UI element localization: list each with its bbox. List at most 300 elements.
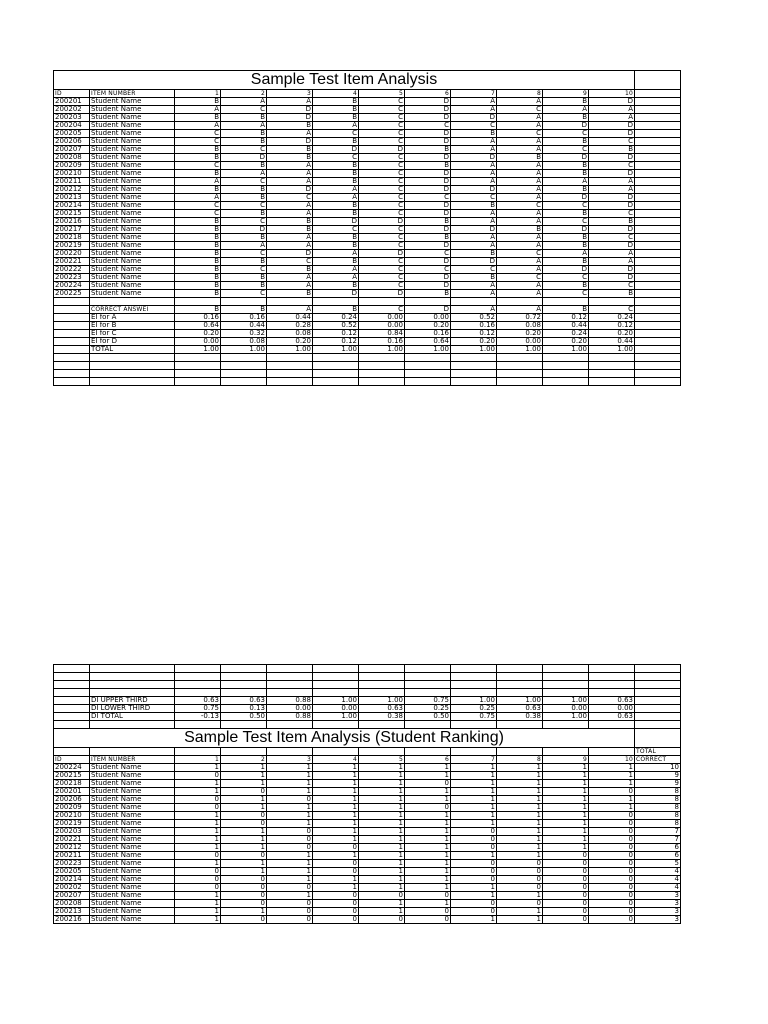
empty-cell <box>543 298 589 306</box>
empty-cell <box>497 665 543 673</box>
empty-cell <box>635 154 681 162</box>
score-cell: 1 <box>175 900 221 908</box>
empty-cell <box>405 673 451 681</box>
empty-cell <box>90 748 175 756</box>
empty-cell <box>497 298 543 306</box>
answer-cell: B <box>313 202 359 210</box>
student-id: 200221 <box>54 836 90 844</box>
answer-cell: B <box>405 218 451 226</box>
score-cell: 1 <box>589 780 635 788</box>
ei-value: 0.00 <box>359 314 405 322</box>
empty-cell <box>221 673 267 681</box>
answer-cell: C <box>359 210 405 218</box>
empty-cell <box>175 721 221 729</box>
empty-cell <box>221 370 267 378</box>
ei-value: 0.16 <box>405 330 451 338</box>
empty-cell <box>635 194 681 202</box>
ei-value: 1.00 <box>405 346 451 354</box>
answer-cell: B <box>313 138 359 146</box>
empty-cell <box>589 378 635 386</box>
score-cell: 1 <box>451 892 497 900</box>
item-header: 3 <box>267 756 313 764</box>
answer-cell: C <box>359 138 405 146</box>
score-cell: 1 <box>497 836 543 844</box>
empty-cell <box>451 378 497 386</box>
total-correct: 8 <box>635 804 681 812</box>
di-value: 1.00 <box>359 697 405 705</box>
student-id: 200205 <box>54 868 90 876</box>
di-label: DI LOWER THIRD <box>90 705 175 713</box>
section-title: Sample Test Item Analysis (Student Ranking) <box>54 729 635 748</box>
answer-cell: B <box>221 194 267 202</box>
answer-cell: D <box>359 146 405 154</box>
answer-cell: B <box>589 218 635 226</box>
score-cell: 1 <box>313 772 359 780</box>
answer-cell: B <box>267 154 313 162</box>
empty-cell <box>635 290 681 298</box>
empty-cell <box>54 322 90 330</box>
di-label: DI TOTAL <box>90 713 175 721</box>
score-cell: 0 <box>497 860 543 868</box>
ranking-row <box>54 876 681 884</box>
empty-cell <box>635 673 681 681</box>
answer-cell: C <box>543 274 589 282</box>
empty-cell <box>497 673 543 681</box>
answer-cell: D <box>359 250 405 258</box>
empty-cell <box>635 226 681 234</box>
answer-cell: B <box>313 106 359 114</box>
score-cell: 1 <box>267 820 313 828</box>
empty-cell <box>635 106 681 114</box>
answer-cell: B <box>451 202 497 210</box>
answer-cell: C <box>267 258 313 266</box>
empty-cell <box>635 178 681 186</box>
student-id: 200220 <box>54 250 90 258</box>
student-id: 200205 <box>54 130 90 138</box>
score-cell: 0 <box>359 916 405 924</box>
empty-cell <box>635 170 681 178</box>
empty-cell <box>635 138 681 146</box>
ei-value: 1.00 <box>175 346 221 354</box>
score-cell: 1 <box>589 764 635 772</box>
score-cell: 0 <box>543 884 589 892</box>
answer-cell: D <box>359 290 405 298</box>
ei-value: 0.00 <box>405 314 451 322</box>
score-cell: 1 <box>221 828 267 836</box>
answer-cell: A <box>175 178 221 186</box>
answer-cell: B <box>221 210 267 218</box>
student-name: Student Name <box>90 154 175 162</box>
correct-answer-cell: A <box>267 306 313 314</box>
answer-cell: C <box>359 194 405 202</box>
student-name: Student Name <box>90 114 175 122</box>
answer-cell: B <box>221 114 267 122</box>
student-id: 200211 <box>54 852 90 860</box>
ranking-row <box>54 900 681 908</box>
score-cell: 1 <box>313 884 359 892</box>
answer-cell: A <box>497 146 543 154</box>
answer-cell: A <box>497 258 543 266</box>
score-cell: 0 <box>451 876 497 884</box>
answer-cell: C <box>451 266 497 274</box>
score-cell: 0 <box>267 908 313 916</box>
answer-cell: A <box>543 178 589 186</box>
empty-cell <box>175 362 221 370</box>
empty-cell <box>359 665 405 673</box>
answer-cell: A <box>589 186 635 194</box>
student-id: 200216 <box>54 218 90 226</box>
di-value: 0.13 <box>221 705 267 713</box>
empty-cell <box>635 322 681 330</box>
score-cell: 1 <box>497 828 543 836</box>
student-id: 200211 <box>54 178 90 186</box>
score-cell: 1 <box>267 876 313 884</box>
answer-cell: A <box>497 282 543 290</box>
empty-cell <box>54 346 90 354</box>
total-header-row <box>54 748 681 756</box>
answer-cell: A <box>267 242 313 250</box>
answer-cell: C <box>221 106 267 114</box>
di-value: 0.88 <box>267 713 313 721</box>
student-row <box>54 170 681 178</box>
ei-value: 0.64 <box>405 338 451 346</box>
score-cell: 1 <box>221 844 267 852</box>
empty-cell <box>635 186 681 194</box>
empty-cell <box>267 354 313 362</box>
score-cell: 1 <box>313 812 359 820</box>
ei-label: TOTAL <box>90 346 175 354</box>
score-cell: 0 <box>589 812 635 820</box>
empty-cell <box>267 673 313 681</box>
answer-cell: B <box>313 170 359 178</box>
empty-cell <box>359 673 405 681</box>
answer-cell: C <box>175 130 221 138</box>
answer-cell: A <box>313 266 359 274</box>
empty-cell <box>54 748 90 756</box>
empty-cell <box>405 354 451 362</box>
score-cell: 1 <box>221 780 267 788</box>
student-row <box>54 130 681 138</box>
answer-cell: D <box>589 154 635 162</box>
answer-cell: A <box>451 138 497 146</box>
ei-value: 0.08 <box>497 322 543 330</box>
score-cell: 1 <box>221 796 267 804</box>
item-header: 10 <box>589 90 635 98</box>
di-value: 0.00 <box>589 705 635 713</box>
blank-row <box>54 370 681 378</box>
student-id: 200225 <box>54 290 90 298</box>
ei-value: 0.20 <box>589 330 635 338</box>
answer-cell: C <box>359 234 405 242</box>
student-name: Student Name <box>90 202 175 210</box>
student-id: 200223 <box>54 860 90 868</box>
score-cell: 1 <box>359 796 405 804</box>
di-value: 0.63 <box>359 705 405 713</box>
student-name: Student Name <box>90 138 175 146</box>
answer-cell: B <box>543 234 589 242</box>
score-cell: 0 <box>313 908 359 916</box>
student-name: Student Name <box>90 892 175 900</box>
score-cell: 1 <box>359 812 405 820</box>
score-cell: 0 <box>589 884 635 892</box>
answer-cell: D <box>405 258 451 266</box>
answer-cell: B <box>175 258 221 266</box>
student-id: 200216 <box>54 916 90 924</box>
answer-cell: A <box>497 218 543 226</box>
di-value: 0.00 <box>267 705 313 713</box>
empty-cell <box>313 362 359 370</box>
answer-cell: D <box>589 194 635 202</box>
answer-cell: C <box>497 130 543 138</box>
empty-cell <box>405 748 451 756</box>
answer-cell: B <box>175 282 221 290</box>
student-row <box>54 242 681 250</box>
ei-value: 0.32 <box>221 330 267 338</box>
answer-cell: C <box>359 258 405 266</box>
answer-cell: D <box>313 218 359 226</box>
answer-cell: D <box>589 122 635 130</box>
item-header: 7 <box>451 756 497 764</box>
empty-cell <box>313 721 359 729</box>
score-cell: 0 <box>589 788 635 796</box>
student-name: Student Name <box>90 852 175 860</box>
empty-cell <box>359 298 405 306</box>
score-cell: 0 <box>267 884 313 892</box>
student-name: Student Name <box>90 210 175 218</box>
answer-cell: B <box>313 258 359 266</box>
score-cell: 0 <box>451 844 497 852</box>
item-header: 2 <box>221 756 267 764</box>
score-cell: 0 <box>589 852 635 860</box>
student-name: Student Name <box>90 274 175 282</box>
empty-cell <box>313 298 359 306</box>
answer-cell: A <box>497 178 543 186</box>
blank-row <box>54 354 681 362</box>
empty-cell <box>497 689 543 697</box>
answer-cell: D <box>267 138 313 146</box>
score-cell: 1 <box>405 852 451 860</box>
student-id: 200221 <box>54 258 90 266</box>
answer-cell: B <box>543 138 589 146</box>
student-id: 200213 <box>54 908 90 916</box>
student-id: 200214 <box>54 202 90 210</box>
answer-cell: D <box>405 186 451 194</box>
empty-cell <box>54 689 90 697</box>
empty-cell <box>405 378 451 386</box>
score-cell: 0 <box>175 772 221 780</box>
score-cell: 1 <box>359 780 405 788</box>
item-header: 9 <box>543 756 589 764</box>
answer-cell: B <box>267 226 313 234</box>
student-row <box>54 234 681 242</box>
student-id: 200206 <box>54 138 90 146</box>
answer-cell: A <box>497 242 543 250</box>
total-correct: 4 <box>635 876 681 884</box>
answer-cell: B <box>175 234 221 242</box>
answer-cell: A <box>267 162 313 170</box>
di-value: 0.38 <box>497 713 543 721</box>
answer-cell: C <box>313 130 359 138</box>
score-cell: 1 <box>405 788 451 796</box>
student-name: Student Name <box>90 860 175 868</box>
answer-cell: C <box>359 98 405 106</box>
empty-cell <box>313 378 359 386</box>
empty-cell <box>635 274 681 282</box>
score-cell: 1 <box>405 868 451 876</box>
empty-cell <box>635 705 681 713</box>
empty-cell <box>543 673 589 681</box>
ei-value: 0.12 <box>313 338 359 346</box>
ei-value: 1.00 <box>267 346 313 354</box>
answer-cell: D <box>405 130 451 138</box>
item-header: 6 <box>405 756 451 764</box>
answer-cell: D <box>313 146 359 154</box>
score-cell: 1 <box>359 852 405 860</box>
ei-value: 0.12 <box>543 314 589 322</box>
score-cell: 0 <box>221 820 267 828</box>
empty-cell <box>589 665 635 673</box>
empty-cell <box>221 665 267 673</box>
score-cell: 1 <box>175 836 221 844</box>
score-cell: 0 <box>589 860 635 868</box>
item-analysis-table <box>53 70 681 386</box>
answer-cell: D <box>221 226 267 234</box>
empty-cell <box>497 378 543 386</box>
di-value: 1.00 <box>313 713 359 721</box>
ei-value: 0.16 <box>359 338 405 346</box>
empty-cell <box>313 370 359 378</box>
title-row <box>54 71 681 90</box>
di-value: 1.00 <box>497 697 543 705</box>
answer-cell: A <box>497 210 543 218</box>
score-cell: 1 <box>543 780 589 788</box>
score-cell: 0 <box>543 852 589 860</box>
empty-cell <box>635 370 681 378</box>
empty-cell <box>175 370 221 378</box>
score-cell: 1 <box>543 772 589 780</box>
score-cell: 1 <box>221 860 267 868</box>
empty-cell <box>451 665 497 673</box>
student-row <box>54 146 681 154</box>
ei-value: 0.16 <box>175 314 221 322</box>
score-cell: 0 <box>313 860 359 868</box>
student-name: Student Name <box>90 876 175 884</box>
answer-cell: A <box>451 242 497 250</box>
student-name: Student Name <box>90 908 175 916</box>
ei-row <box>54 330 681 338</box>
score-cell: 1 <box>451 796 497 804</box>
empty-cell <box>221 748 267 756</box>
empty-cell <box>635 338 681 346</box>
student-name: Student Name <box>90 916 175 924</box>
blank-row <box>54 689 681 697</box>
answer-cell: A <box>497 194 543 202</box>
student-id: 200202 <box>54 884 90 892</box>
ei-value: 0.12 <box>589 322 635 330</box>
score-cell: 0 <box>543 900 589 908</box>
student-row <box>54 138 681 146</box>
answer-cell: B <box>175 114 221 122</box>
answer-cell: B <box>221 282 267 290</box>
header-row <box>54 90 681 98</box>
score-cell: 1 <box>405 820 451 828</box>
ranking-row <box>54 828 681 836</box>
answer-cell: C <box>543 146 589 154</box>
empty-cell <box>267 378 313 386</box>
score-cell: 1 <box>359 788 405 796</box>
student-name: Student Name <box>90 226 175 234</box>
title-row <box>54 729 681 748</box>
score-cell: 1 <box>497 820 543 828</box>
empty-cell <box>405 665 451 673</box>
score-cell: 0 <box>543 876 589 884</box>
score-cell: 1 <box>497 844 543 852</box>
answer-cell: C <box>589 138 635 146</box>
score-cell: 1 <box>543 812 589 820</box>
answer-cell: D <box>589 242 635 250</box>
ranking-row <box>54 860 681 868</box>
student-row <box>54 218 681 226</box>
page-title: Sample Test Item Analysis <box>54 71 635 90</box>
empty-cell <box>221 721 267 729</box>
answer-cell: B <box>543 186 589 194</box>
empty-cell <box>589 362 635 370</box>
empty-cell <box>221 378 267 386</box>
score-cell: 0 <box>405 908 451 916</box>
total-correct: 8 <box>635 796 681 804</box>
empty-cell <box>589 370 635 378</box>
empty-cell <box>635 258 681 266</box>
answer-cell: A <box>589 178 635 186</box>
di-value: 1.00 <box>451 697 497 705</box>
empty-cell <box>90 665 175 673</box>
answer-cell: D <box>589 202 635 210</box>
answer-cell: B <box>451 274 497 282</box>
empty-cell <box>313 689 359 697</box>
total-correct: 3 <box>635 908 681 916</box>
empty-cell <box>54 713 90 721</box>
score-cell: 1 <box>267 860 313 868</box>
student-name: Student Name <box>90 804 175 812</box>
empty-cell <box>90 673 175 681</box>
answer-cell: D <box>405 226 451 234</box>
ei-value: 0.44 <box>221 322 267 330</box>
score-cell: 1 <box>313 820 359 828</box>
ei-value: 0.00 <box>359 322 405 330</box>
answer-cell: A <box>497 162 543 170</box>
correct-answer-cell: B <box>221 306 267 314</box>
score-cell: 1 <box>267 780 313 788</box>
score-cell: 0 <box>267 916 313 924</box>
answer-cell: A <box>451 170 497 178</box>
answer-cell: D <box>451 186 497 194</box>
score-cell: 1 <box>359 764 405 772</box>
score-cell: 1 <box>497 796 543 804</box>
item-header: 5 <box>359 756 405 764</box>
answer-cell: B <box>221 234 267 242</box>
score-cell: 1 <box>267 804 313 812</box>
ei-value: 1.00 <box>589 346 635 354</box>
answer-cell: C <box>359 178 405 186</box>
empty-cell <box>359 370 405 378</box>
ei-row <box>54 346 681 354</box>
score-cell: 1 <box>175 908 221 916</box>
correct-answer-cell: D <box>405 306 451 314</box>
answer-cell: D <box>543 226 589 234</box>
score-cell: 0 <box>589 900 635 908</box>
student-row <box>54 178 681 186</box>
answer-cell: C <box>221 250 267 258</box>
